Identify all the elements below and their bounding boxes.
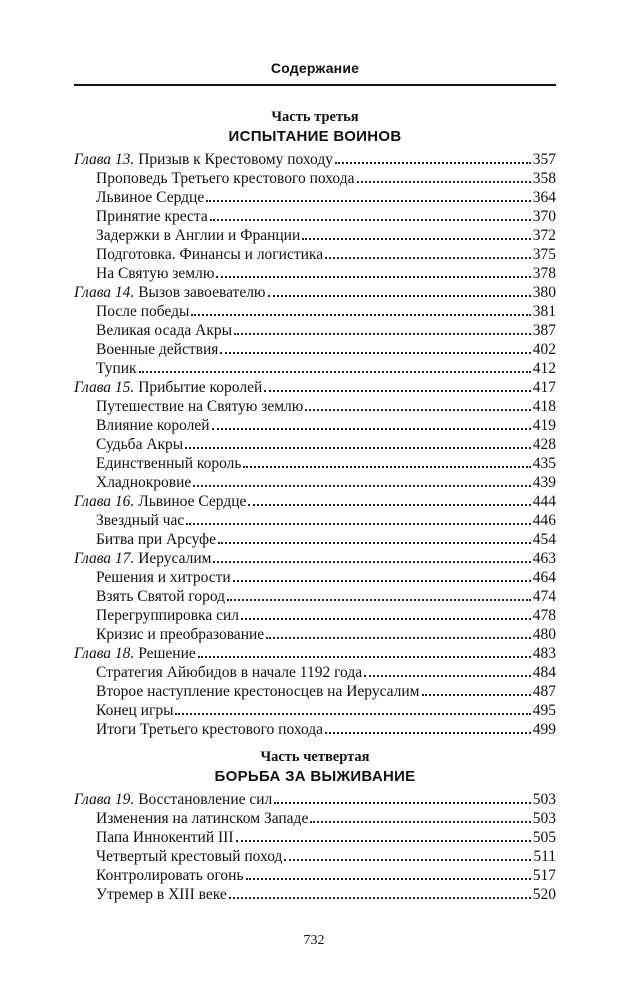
table-of-contents (74, 108, 556, 903)
running-header: Содержание (270, 60, 360, 76)
entry-title (96, 226, 300, 245)
entry-page-number: 358 (532, 170, 556, 187)
entry-title (74, 283, 266, 302)
toc-chapter-entry (74, 548, 556, 567)
part-title: БОРЬБА ЗА ВЫЖИВАНИЕ (214, 768, 416, 785)
entry-page-number: 380 (532, 284, 556, 301)
entry-title (96, 188, 204, 207)
chapter-number: Глава 13. (74, 151, 135, 168)
entry-text: Кризис и преобразование (96, 626, 265, 643)
dot-leader (302, 225, 531, 240)
entry-text: Великая осада Акры (96, 322, 233, 339)
entry-text: Принятие креста (96, 208, 208, 225)
header-rule (74, 84, 556, 86)
dot-leader (364, 662, 531, 677)
entry-page-number: 484 (532, 664, 556, 681)
toc-section-entry (74, 865, 556, 884)
toc-section-entry (74, 662, 556, 681)
entry-text: Четвертый крестовый поход (96, 848, 283, 865)
entry-page-number: 381 (532, 303, 556, 320)
entry-text: Взять Святой город (96, 588, 226, 605)
part-label: Часть третья (271, 109, 359, 125)
dot-leader (241, 605, 531, 620)
toc-section-entry (74, 808, 556, 827)
toc-chapter-entry (74, 282, 556, 301)
entry-text: Восстановление сил (138, 791, 273, 808)
toc-section-entry (74, 567, 556, 586)
toc-section-entry (74, 320, 556, 339)
entry-text: Изменения на латинском Западе (96, 810, 309, 827)
entry-page-number: 428 (532, 436, 556, 453)
entry-page-number: 505 (532, 829, 556, 846)
entry-title (96, 245, 323, 264)
entry-page-number: 495 (532, 702, 556, 719)
dot-leader (422, 681, 531, 696)
entry-text: Вызов завоевателю (138, 284, 266, 301)
entry-title (96, 511, 184, 530)
entry-title (96, 828, 234, 847)
toc-section-entry (74, 472, 556, 491)
toc-section-entry (74, 206, 556, 225)
toc-section-entry (74, 396, 556, 415)
entry-page-number: 435 (532, 455, 556, 472)
entry-title (96, 866, 244, 885)
chapter-number: Глава 17. (74, 550, 135, 567)
dot-leader (206, 187, 531, 202)
entry-title (96, 720, 323, 739)
entry-title (96, 809, 308, 828)
entry-text: Тупик (96, 360, 137, 377)
entry-title (96, 435, 183, 454)
entry-page-number: 417 (532, 379, 556, 396)
entry-title (96, 340, 218, 359)
entry-page-number: 483 (532, 645, 556, 662)
entry-page-number: 478 (532, 607, 556, 624)
entry-page-number: 402 (532, 341, 556, 358)
chapter-number: Глава 15. (74, 379, 135, 396)
entry-title (96, 701, 173, 720)
entry-text: Звездный час (96, 512, 185, 529)
dot-leader (305, 396, 530, 411)
entry-text: Проповедь Третьего крестового похода (96, 170, 355, 187)
entry-page-number: 387 (532, 322, 556, 339)
dot-leader (212, 415, 531, 430)
entry-page-number: 503 (532, 810, 556, 827)
toc-section-entry (74, 700, 556, 719)
dot-leader (139, 358, 531, 373)
dot-leader (264, 377, 531, 392)
toc-section-entry (74, 301, 556, 320)
entry-title (96, 302, 189, 321)
dot-leader (246, 865, 531, 880)
entry-text: Задержки в Англии и Франции (96, 227, 301, 244)
dot-leader (335, 149, 531, 164)
entry-title (96, 416, 210, 435)
toc-section-entry (74, 263, 556, 282)
toc-section-entry (74, 187, 556, 206)
entry-text: Итоги Третьего крестового похода (96, 721, 324, 738)
entry-page-number: 378 (532, 265, 556, 282)
entry-text: Контролировать огонь (96, 867, 244, 884)
dot-leader (266, 624, 531, 639)
entry-text: Влияние королей (96, 417, 210, 434)
dot-leader (234, 320, 531, 335)
entry-page-number: 372 (532, 227, 556, 244)
toc-section-entry (74, 339, 556, 358)
entry-title (96, 321, 232, 340)
toc-section-entry (74, 358, 556, 377)
chapter-number: Глава 19. (74, 791, 135, 808)
dot-leader (210, 206, 531, 221)
chapter-number: Глава 14. (74, 284, 135, 301)
entry-title (96, 663, 362, 682)
dot-leader (325, 719, 531, 734)
entry-page-number: 412 (532, 360, 556, 377)
entry-text: Военные действия (96, 341, 219, 358)
dot-leader (233, 567, 531, 582)
chapter-number: Глава 18. (74, 645, 135, 662)
dot-leader (227, 586, 531, 601)
part-title: ИСПЫТАНИЕ ВОИНОВ (228, 128, 402, 145)
toc-section-entry (74, 624, 556, 643)
entry-title (96, 587, 225, 606)
entry-title (96, 169, 355, 188)
toc-section-entry (74, 846, 556, 865)
entry-page-number: 357 (532, 151, 556, 168)
toc-entry-list (74, 789, 556, 903)
entry-title (74, 549, 211, 568)
entry-title (74, 492, 246, 511)
entry-title (96, 530, 216, 549)
entry-text: Утремер в XIII веке (96, 886, 227, 903)
entry-text: Решения и хитрости (96, 569, 231, 586)
dot-leader (284, 846, 531, 861)
entry-text: Стратегия Айюбидов в начале 1192 года (96, 664, 363, 681)
dot-leader (274, 789, 530, 804)
dot-leader (216, 263, 530, 278)
dot-leader (198, 643, 531, 658)
entry-title (74, 644, 196, 663)
toc-section-entry (74, 586, 556, 605)
entry-title (96, 264, 214, 283)
entry-page-number: 503 (532, 791, 556, 808)
entry-title (96, 473, 191, 492)
entry-text: Прибытие королей (138, 379, 263, 396)
entry-text: Единственный король (96, 455, 242, 472)
dot-leader (325, 244, 531, 259)
dot-leader (218, 529, 531, 544)
dot-leader (220, 339, 530, 354)
entry-page-number: 370 (532, 208, 556, 225)
dot-leader (236, 827, 531, 842)
entry-page-number: 454 (532, 531, 556, 548)
entry-title (96, 682, 420, 701)
toc-section-entry (74, 681, 556, 700)
entry-text: Путешествие на Святую землю (96, 398, 304, 415)
entry-text: На Святую землю (96, 265, 215, 282)
toc-section-entry (74, 244, 556, 263)
toc-section-entry (74, 225, 556, 244)
entry-title (96, 885, 227, 904)
chapter-number: Глава 16. (74, 493, 135, 510)
dot-leader (193, 472, 530, 487)
entry-text: Подготовка. Финансы и логистика (96, 246, 324, 263)
entry-title (96, 606, 239, 625)
toc-part (74, 108, 556, 738)
toc-chapter-entry (74, 491, 556, 510)
entry-text: Битва при Арсуфе (96, 531, 216, 548)
toc-section-entry (74, 510, 556, 529)
entry-title (96, 207, 208, 226)
toc-section-entry (74, 434, 556, 453)
dot-leader (268, 282, 531, 297)
dot-leader (175, 700, 530, 715)
entry-page-number: 364 (532, 189, 556, 206)
entry-text: Иерусалим (138, 550, 212, 567)
entry-page-number: 517 (532, 867, 556, 884)
toc-chapter-entry (74, 377, 556, 396)
dot-leader (310, 808, 530, 823)
dot-leader (186, 510, 531, 525)
entry-text: Львиное Сердце (96, 189, 205, 206)
entry-title (74, 150, 333, 169)
toc-section-entry (74, 884, 556, 903)
entry-title (74, 378, 262, 397)
entry-text: Конец игры (96, 702, 174, 719)
entry-page-number: 439 (532, 474, 556, 491)
dot-leader (185, 434, 531, 449)
entry-title (96, 454, 241, 473)
toc-section-entry (74, 453, 556, 472)
entry-text: Решение (138, 645, 196, 662)
entry-title (96, 847, 282, 866)
dot-leader (229, 884, 531, 899)
entry-page-number: 444 (532, 493, 556, 510)
entry-text: Перегруппировка сил (96, 607, 240, 624)
entry-page-number: 375 (532, 246, 556, 263)
page-number: 732 (303, 933, 325, 948)
toc-chapter-entry (74, 149, 556, 168)
entry-text: Судьба Акры (96, 436, 184, 453)
toc-chapter-entry (74, 789, 556, 808)
dot-leader (191, 301, 530, 316)
entry-page-number: 511 (533, 848, 556, 865)
toc-chapter-entry (74, 643, 556, 662)
dot-leader (357, 168, 531, 183)
part-label: Часть четвертая (260, 749, 370, 765)
entry-page-number: 499 (532, 721, 556, 738)
dot-leader (243, 453, 530, 468)
entry-page-number: 463 (532, 550, 556, 567)
entry-text: Второе наступление крестоносцев на Иерусалим (96, 683, 420, 700)
entry-page-number: 419 (532, 417, 556, 434)
entry-page-number: 446 (532, 512, 556, 529)
toc-entry-list (74, 149, 556, 738)
toc-section-entry (74, 529, 556, 548)
entry-page-number: 480 (532, 626, 556, 643)
entry-title (96, 625, 264, 644)
entry-text: После победы (96, 303, 190, 320)
toc-section-entry (74, 415, 556, 434)
entry-text: Хладнокровие (96, 474, 192, 491)
toc-section-entry (74, 719, 556, 738)
toc-part (74, 748, 556, 903)
entry-text: Призыв к Крестовому походу (138, 151, 333, 168)
entry-page-number: 474 (532, 588, 556, 605)
entry-page-number: 464 (532, 569, 556, 586)
entry-text: Львиное Сердце (138, 493, 247, 510)
entry-page-number: 487 (532, 683, 556, 700)
entry-page-number: 418 (532, 398, 556, 415)
dot-leader (248, 491, 530, 506)
entry-title (96, 397, 303, 416)
entry-page-number: 520 (532, 886, 556, 903)
toc-section-entry (74, 168, 556, 187)
dot-leader (213, 548, 530, 563)
toc-section-entry (74, 605, 556, 624)
entry-text: Папа Иннокентий III (96, 829, 234, 846)
toc-section-entry (74, 827, 556, 846)
entry-title (96, 568, 231, 587)
entry-title (96, 359, 137, 378)
entry-title (74, 790, 272, 809)
